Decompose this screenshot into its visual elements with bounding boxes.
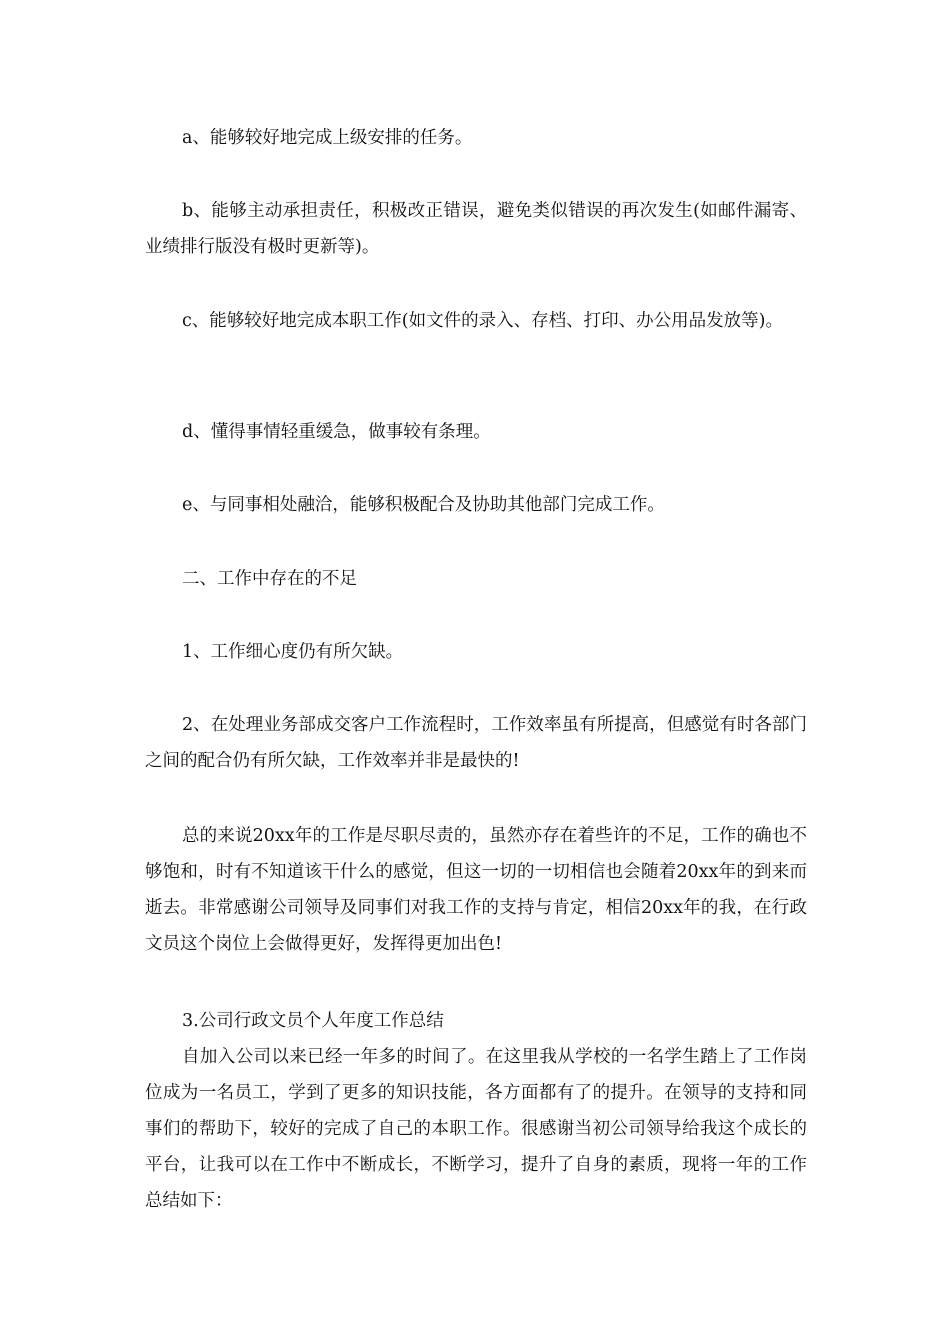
document-paragraph — [145, 303, 807, 339]
list-item-2: 2、在处理业务部成交客户工作流程时，工作效率虽有所提高，但感觉有时各部门之间的配合仍有所欠缺，工作效率并非是最快的! — [145, 715, 807, 771]
document-paragraph — [145, 120, 807, 156]
intro-paragraph: 自加入公司以来已经一年多的时间了。在这里我从学校的一名学生踏上了工作岗位成为一名员工，学到了更多的知识技能，各方面都有了的提升。在领导的支持和同事们的帮助下，较好的完成了自己的本职工作。很感谢当初公司领导给我这个成长的平台，让我可以在工作中不断成长，不断学习，提升了自身的素质，现将一年的工作总结如下： — [145, 1047, 807, 1211]
list-item-e: e、与同事相处融洽，能够积极配合及协助其他部门完成工作。 — [182, 495, 665, 515]
list-item-d: d、懂得事情轻重缓急，做事较有条理。 — [182, 422, 491, 442]
list-item-1: 1、工作细心度仍有所欠缺。 — [182, 642, 404, 662]
document-paragraph — [145, 487, 807, 523]
document-paragraph — [145, 1003, 807, 1219]
list-item-a: a、能够较好地完成上级安排的任务。 — [182, 128, 473, 148]
subsection-heading: 3.公司行政文员个人年度工作总结 — [182, 1011, 444, 1031]
document-paragraph — [145, 818, 807, 962]
list-item-c: c、能够较好地完成本职工作(如文件的录入、存档、打印、办公用品发放等)。 — [182, 311, 783, 331]
list-item-b: b、能够主动承担责任，积极改正错误，避免类似错误的再次发生(如邮件漏寄、业绩排行版没有极时更新等)。 — [145, 201, 807, 257]
document-paragraph — [145, 193, 807, 265]
document-paragraph — [145, 707, 807, 779]
section-heading: 二、工作中存在的不足 — [182, 569, 357, 589]
document-paragraph — [145, 561, 807, 597]
document-paragraph — [145, 634, 807, 670]
summary-paragraph: 总的来说20xx年的工作是尽职尽责的，虽然亦存在着些许的不足，工作的确也不够饱和，时有不知道该干什么的感觉，但这一切的一切相信也会随着20xx年的到来而逝去。非常感谢公司领导及同事们对我工作的支持与肯定，相信20xx年的我，在行政文员这个岗位上会做得更好，发挥得更加出色! — [145, 826, 807, 954]
document-paragraph — [145, 414, 807, 450]
